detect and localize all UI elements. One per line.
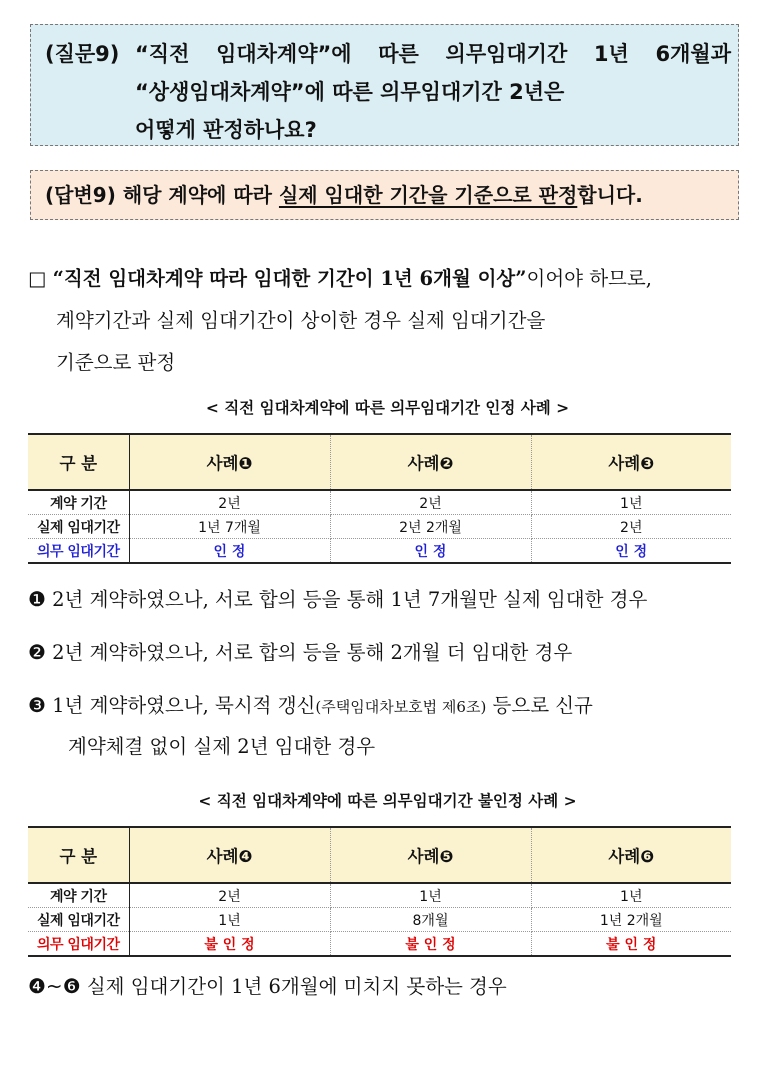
- paragraph-line-3: 기준으로 판정: [56, 351, 176, 374]
- question-line-3: 어떻게 판정하나요?: [135, 118, 317, 142]
- question-tag: (질문9): [45, 42, 120, 66]
- table-cell: 2년: [129, 883, 330, 908]
- checkbox-bullet-icon: □: [28, 267, 47, 290]
- note-case-1: [28, 579, 758, 620]
- row-label: 의무 임대기간: [28, 932, 129, 957]
- table-cell: 2년: [330, 490, 531, 515]
- header-category: 구 분: [28, 827, 129, 883]
- table-cell: 8개월: [330, 908, 531, 932]
- status-not-recognized: 불 인 정: [129, 932, 330, 957]
- question-line-1: “직전 임대차계약”에 따른 의무임대기간 1년 6개월과: [135, 42, 731, 66]
- table-row: [28, 539, 731, 564]
- table-row: [28, 908, 731, 932]
- table-row: [28, 515, 731, 539]
- table2-caption: < 직전 임대차계약에 따른 의무임대기간 불인정 사례 >: [198, 792, 577, 810]
- table-row: [28, 490, 731, 515]
- note-text: 1년 계약하였으나, 묵시적 갱신: [52, 694, 316, 717]
- explanation-paragraph: [28, 258, 748, 384]
- answer-text-before: 해당 계약에 따라: [122, 183, 272, 207]
- recognized-cases-table: [28, 433, 731, 564]
- table-cell: 2년: [531, 515, 731, 539]
- table-cell: 1년: [531, 883, 731, 908]
- header-case-3: 사례❸: [531, 434, 731, 490]
- table-header-row: [28, 434, 731, 490]
- note-text: 2년 계약하였으나, 서로 합의 등을 통해 1년 7개월만 실제 임대한 경우: [52, 588, 648, 611]
- paragraph-bold-text: “직전 임대차계약 따라 임대한 기간이 1년 6개월 이상”: [52, 267, 527, 290]
- header-case-6: 사례❻: [531, 827, 731, 883]
- table-cell: 2년: [129, 490, 330, 515]
- table-cell: 2년 2개월: [330, 515, 531, 539]
- table-cell: 1년 2개월: [531, 908, 731, 932]
- table-cell: 1년: [129, 908, 330, 932]
- status-recognized: 인 정: [531, 539, 731, 564]
- answer-box: [30, 170, 739, 220]
- row-label: 계약 기간: [28, 883, 129, 908]
- note-case-2: [28, 632, 758, 673]
- table-row: [28, 883, 731, 908]
- note-text: 2년 계약하였으나, 서로 합의 등을 통해 2개월 더 임대한 경우: [52, 641, 573, 664]
- status-not-recognized: 불 인 정: [531, 932, 731, 957]
- answer-text-after: 합니다.: [577, 183, 643, 207]
- table-header-row: [28, 827, 731, 883]
- question-box: [30, 24, 739, 146]
- table-cell: 1년: [531, 490, 731, 515]
- note-text-line-2: 계약체결 없이 실제 2년 임대한 경우: [68, 735, 376, 758]
- table-cell: 1년: [330, 883, 531, 908]
- note-text: 등으로 신규: [492, 694, 593, 717]
- row-label: 의무 임대기간: [28, 539, 129, 564]
- header-case-1: 사례❶: [129, 434, 330, 490]
- case-range-number-icon: ❹~❻: [28, 974, 81, 998]
- table-row: [28, 932, 731, 957]
- row-label: 계약 기간: [28, 490, 129, 515]
- case-2-number-icon: ❷: [28, 640, 46, 664]
- note-law-reference: (주택임대차보호법 제6조): [315, 698, 487, 716]
- status-recognized: 인 정: [129, 539, 330, 564]
- header-case-2: 사례❷: [330, 434, 531, 490]
- note-case-3: [28, 685, 758, 767]
- paragraph-line-1-rest: 이어야 하므로,: [526, 267, 652, 290]
- row-label: 실제 임대기간: [28, 515, 129, 539]
- question-line-2: “상생임대차계약”에 따른 의무임대기간 2년은: [135, 80, 565, 104]
- table-cell: 1년 7개월: [129, 515, 330, 539]
- table1-caption: < 직전 임대차계약에 따른 의무임대기간 인정 사례 >: [205, 399, 570, 417]
- status-recognized: 인 정: [330, 539, 531, 564]
- paragraph-line-2: 계약기간과 실제 임대기간이 상이한 경우 실제 임대기간을: [56, 309, 546, 332]
- row-label: 실제 임대기간: [28, 908, 129, 932]
- header-case-4: 사례❹: [129, 827, 330, 883]
- answer-text-underlined: 실제 임대한 기간을 기준으로 판정: [278, 183, 578, 207]
- not-recognized-cases-table: [28, 826, 731, 957]
- case-1-number-icon: ❶: [28, 587, 46, 611]
- header-category: 구 분: [28, 434, 129, 490]
- status-not-recognized: 불 인 정: [330, 932, 531, 957]
- answer-tag: (답변9): [45, 183, 116, 207]
- note-cases-4-to-6: [28, 966, 758, 1007]
- paragraph-line-1: [28, 258, 748, 300]
- case-3-number-icon: ❸: [28, 693, 46, 717]
- note-text: 실제 임대기간이 1년 6개월에 미치지 못하는 경우: [86, 975, 507, 998]
- header-case-5: 사례❺: [330, 827, 531, 883]
